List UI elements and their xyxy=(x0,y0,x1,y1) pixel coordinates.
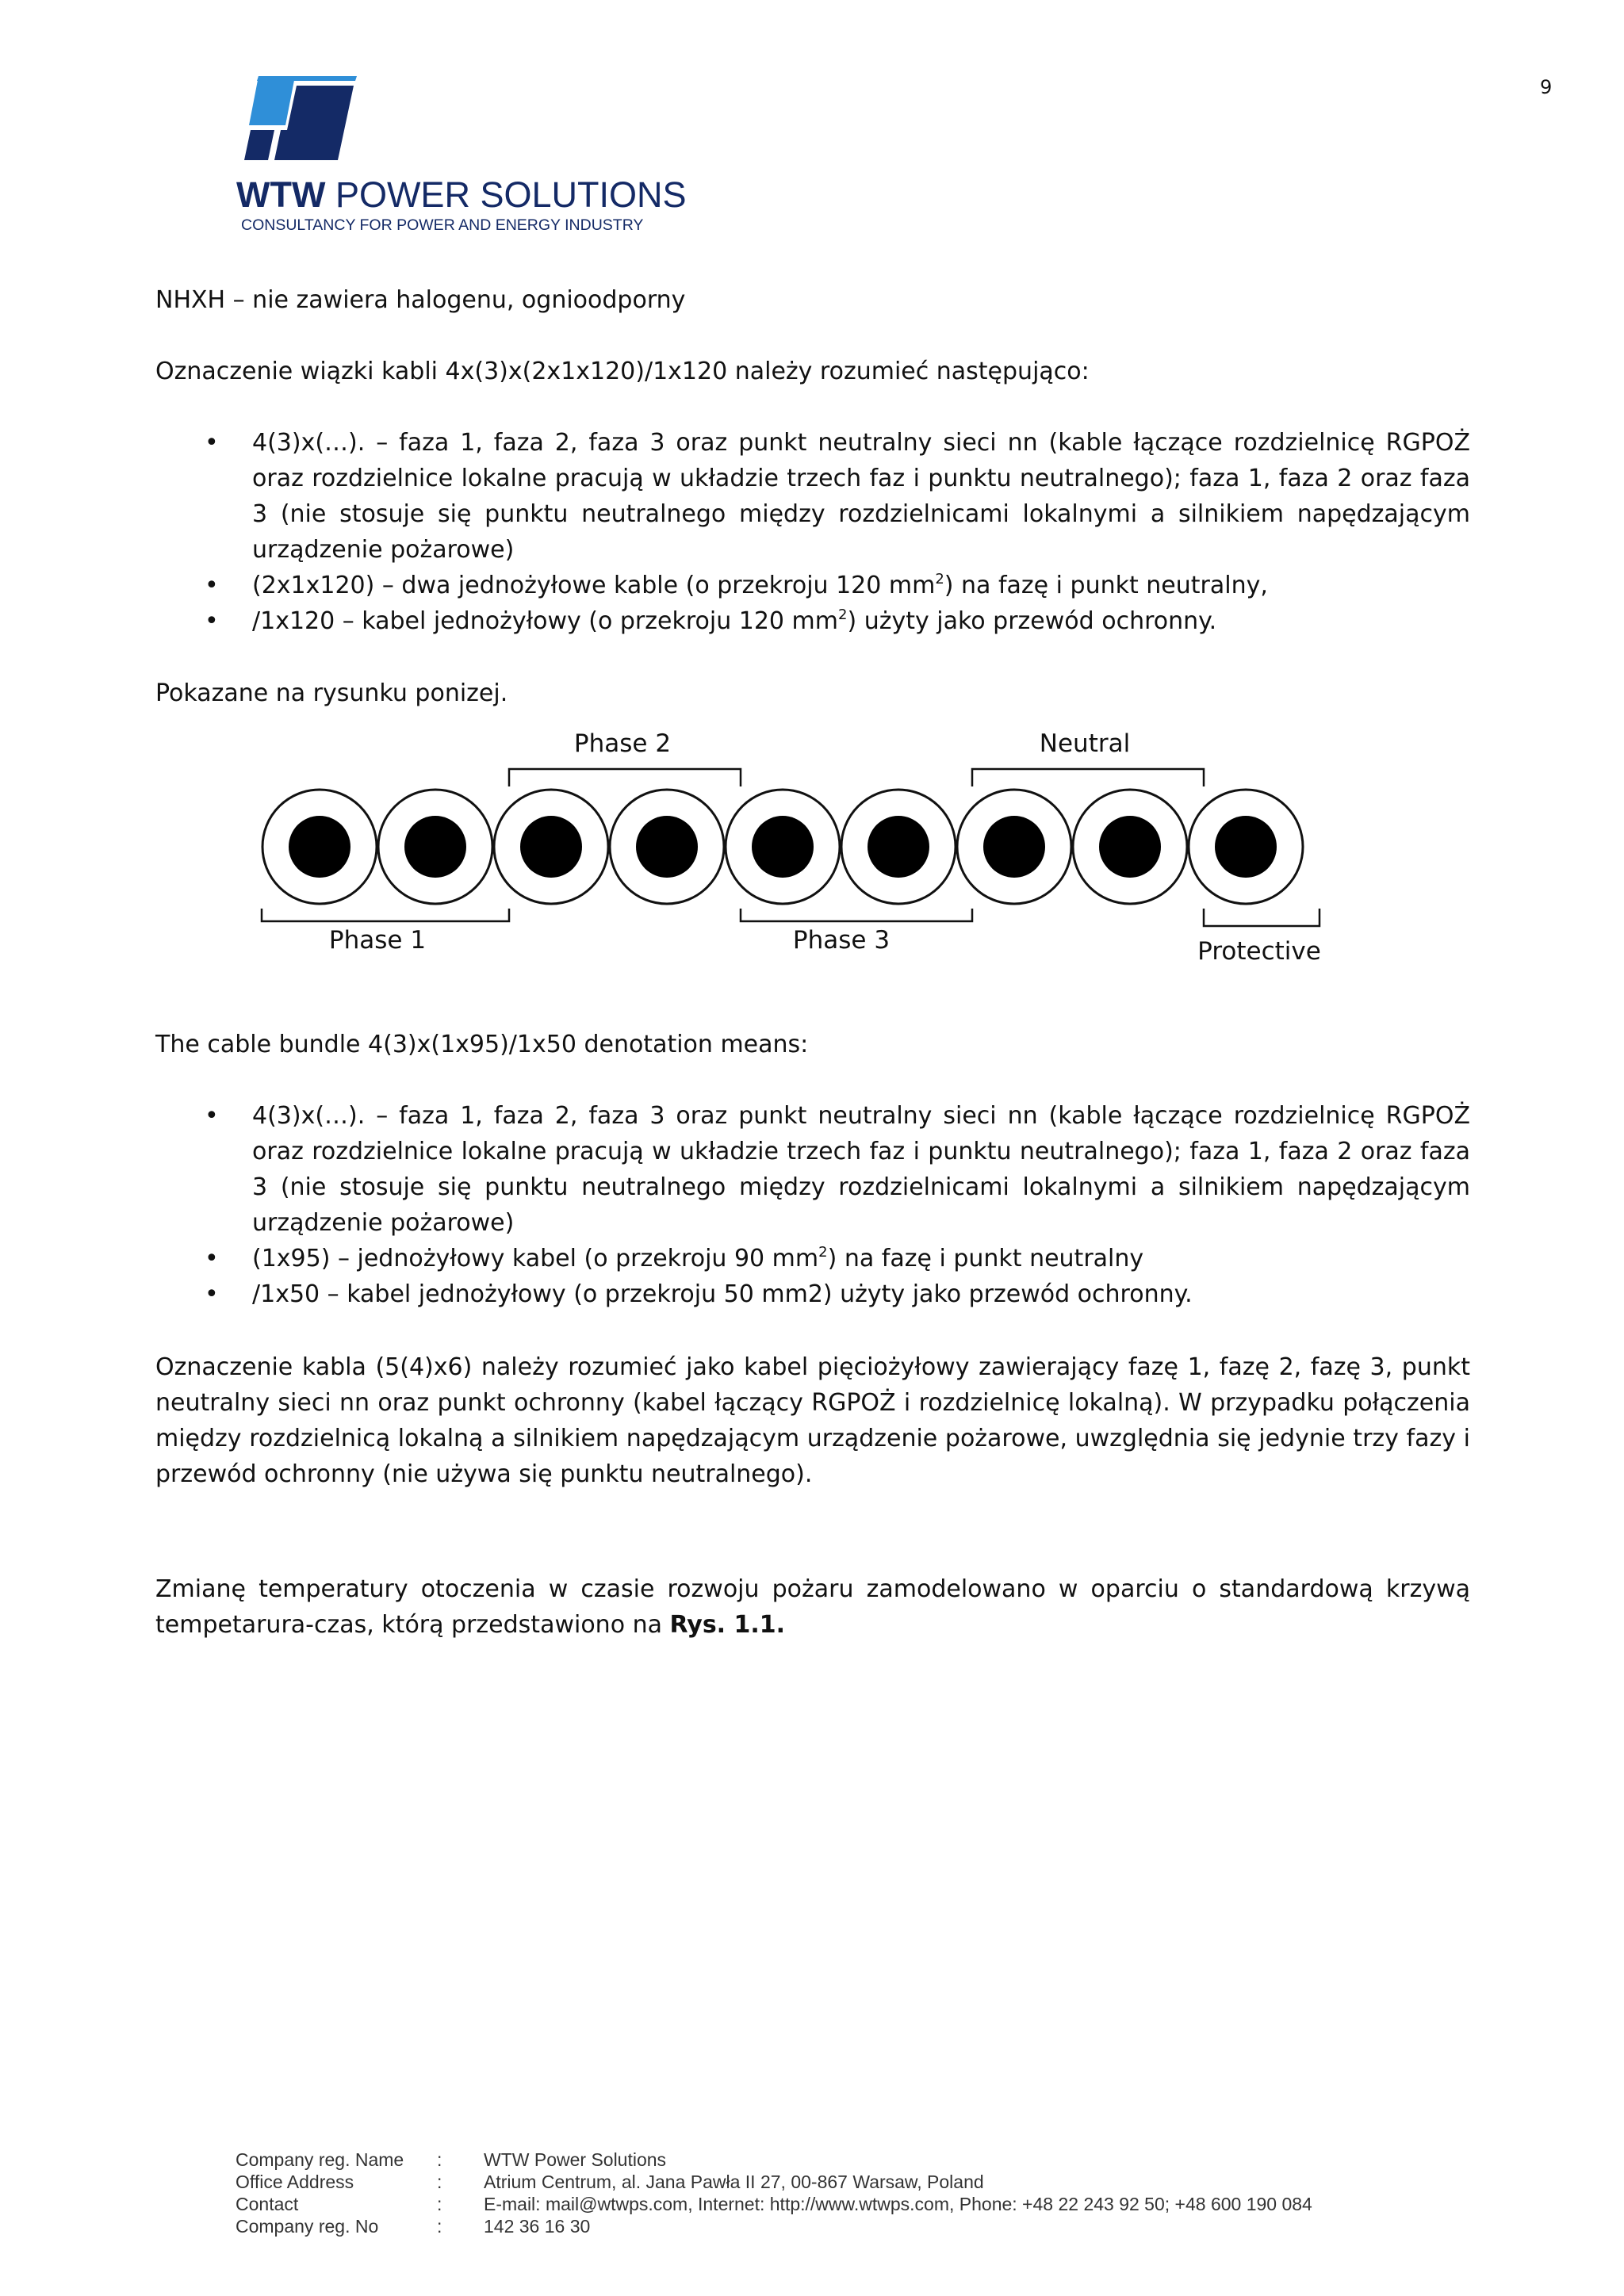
page-footer xyxy=(236,2149,1312,2237)
paragraph-figure-intro: Pokazane na rysunku ponizej. xyxy=(155,679,508,707)
bracket-protective xyxy=(1204,909,1320,926)
bracket-phase3 xyxy=(741,909,972,921)
logo-tagline: CONSULTANCY FOR POWER AND ENERGY INDUSTRY xyxy=(241,216,644,234)
company-logo xyxy=(236,76,687,234)
cable-conductor xyxy=(636,816,698,878)
bullet-icon: • xyxy=(205,1280,219,1308)
logo-light-block xyxy=(249,76,295,125)
cable-conductor xyxy=(752,816,814,878)
superscript: 2 xyxy=(838,607,848,623)
bullet-icon: • xyxy=(205,1102,219,1130)
bullet-icon: • xyxy=(205,607,219,635)
footer-row xyxy=(236,2193,1312,2215)
footer-row xyxy=(236,2215,1312,2237)
bullet-icon: • xyxy=(205,1245,219,1272)
label-phase2: Phase 2 xyxy=(573,729,672,758)
footer-key: Contact xyxy=(236,2194,299,2214)
list-item xyxy=(155,568,1470,603)
bracket-phase2 xyxy=(509,769,741,786)
footer-value: Atrium Centrum, al. Jana Pawła II 27, 00-867 Warsaw, Poland xyxy=(484,2172,984,2192)
figure-reference: Rys. 1.1. xyxy=(669,1611,786,1639)
list-item xyxy=(155,1276,1470,1312)
footer-separator: : xyxy=(437,2172,442,2192)
label-neutral: Neutral xyxy=(1039,729,1131,758)
logo-mark-icon xyxy=(236,76,363,171)
footer-value: E-mail: mail@wtwps.com, Internet: http://www.wtwps.com, Phone: +48 22 243 92 50; +48 600 190 084 xyxy=(484,2194,1312,2214)
paragraph-text: Zmianę temperatury otoczenia w czasie rozwoju pożaru zamodelowano w oparciu o standardową krzywą tempetarura-czas, którą przedstawiono na xyxy=(155,1575,1470,1639)
footer-value: WTW Power Solutions xyxy=(484,2149,667,2170)
list-item-text: ) na fazę i punkt neutralny, xyxy=(944,572,1268,599)
bullet-icon: • xyxy=(205,429,219,457)
list-item xyxy=(155,603,1470,639)
logo-name-bold: WTW xyxy=(236,174,326,215)
bullet-list-2 xyxy=(155,1098,1470,1312)
cable-bundle-diagram xyxy=(254,714,1348,975)
paragraph-temperature xyxy=(155,1571,1470,1643)
bullet-list-1 xyxy=(155,425,1470,639)
label-phase1: Phase 1 xyxy=(328,926,427,955)
cable-group xyxy=(262,790,1303,904)
cable-conductor xyxy=(1215,816,1277,878)
list-item-text: /1x120 – kabel jednożyłowy (o przekroju 120 mm xyxy=(252,607,838,635)
list-item-text: 4(3)x(…). – faza 1, faza 2, faza 3 oraz punkt neutralny sieci nn (kable łączące rozdzielnicę RGPOŻ oraz rozdzielnice lokalne pracują w układzie trzech faz i punktu neutralnego); faza 1, faza 2 oraz faza 3 (nie stosuje się punktu neutralnego między rozdzielnicami lokalnymi a silnikiem napędzającym urządzenie pożarowe) xyxy=(252,1102,1470,1237)
bullet-icon: • xyxy=(205,572,219,599)
logo-company-name xyxy=(236,174,687,216)
page-number: 9 xyxy=(1540,76,1553,98)
paragraph-cable-5x6: Oznaczenie kabla (5(4)x6) należy rozumieć jako kabel pięciożyłowy zawierający fazę 1, fazę 2, fazę 3, punkt neutralny sieci nn oraz punkt ochronny (kabel łączący RGPOŻ i rozdzielnicę lokalną). W przypadku połączenia między rozdzielnicą lokalną a silnikiem napędzającym urządzenie pożarowe, uwzględnia się jedynie trzy fazy i przewód ochronny (nie używa się punktu neutralnego). xyxy=(155,1353,1470,1488)
label-protective: Protective xyxy=(1197,937,1321,966)
footer-separator: : xyxy=(437,2194,442,2214)
footer-row xyxy=(236,2149,1312,2171)
footer-separator: : xyxy=(437,2216,442,2237)
superscript: 2 xyxy=(818,1244,828,1261)
paragraph-intro-bundle-1: Oznaczenie wiązki kabli 4x(3)x(2x1x120)/1x120 należy rozumieć następująco: xyxy=(155,358,1090,385)
paragraph-intro-bundle-2: The cable bundle 4(3)x(1x95)/1x50 denotation means: xyxy=(155,1031,809,1058)
list-item-text: (1x95) – jednożyłowy kabel (o przekroju 90 mm xyxy=(252,1245,819,1272)
list-item-text: (2x1x120) – dwa jednożyłowe kable (o przekroju 120 mm xyxy=(252,572,936,599)
bracket-phase1 xyxy=(262,909,509,921)
footer-key: Company reg. Name xyxy=(236,2149,404,2170)
cable-conductor xyxy=(520,816,582,878)
footer-key: Office Address xyxy=(236,2172,354,2192)
list-item-text: ) użyty jako przewód ochronny. xyxy=(847,607,1217,635)
logo-name-rest: POWER SOLUTIONS xyxy=(325,174,687,215)
logo-dark-left xyxy=(244,130,274,160)
cable-conductor xyxy=(289,816,350,878)
list-item-text: /1x50 – kabel jednożyłowy (o przekroju 50 mm2) użyty jako przewód ochronny. xyxy=(252,1280,1193,1308)
footer-key: Company reg. No xyxy=(236,2216,379,2237)
list-item xyxy=(155,425,1470,568)
cable-conductor xyxy=(404,816,466,878)
label-phase3: Phase 3 xyxy=(792,926,891,955)
list-item xyxy=(155,1098,1470,1241)
footer-separator: : xyxy=(437,2149,442,2170)
cable-conductor xyxy=(868,816,929,878)
cable-conductor xyxy=(983,816,1045,878)
paragraph-nhxh: NHXH – nie zawiera halogenu, ognioodporny xyxy=(155,286,686,314)
footer-row xyxy=(236,2171,1312,2193)
footer-value: 142 36 16 30 xyxy=(484,2216,591,2237)
bracket-neutral xyxy=(972,769,1204,786)
list-item-text: ) na fazę i punkt neutralny xyxy=(827,1245,1144,1272)
list-item xyxy=(155,1241,1470,1276)
list-item-text: 4(3)x(…). – faza 1, faza 2, faza 3 oraz punkt neutralny sieci nn (kable łączące rozdzielnicę RGPOŻ oraz rozdzielnice lokalne pracują w układzie trzech faz i punktu neutralnego); faza 1, faza 2 oraz faza 3 (nie stosuje się punktu neutralnego między rozdzielnicami lokalnymi a silnikiem napędzającym urządzenie pożarowe) xyxy=(252,429,1470,564)
superscript: 2 xyxy=(935,571,944,587)
cable-conductor xyxy=(1099,816,1161,878)
